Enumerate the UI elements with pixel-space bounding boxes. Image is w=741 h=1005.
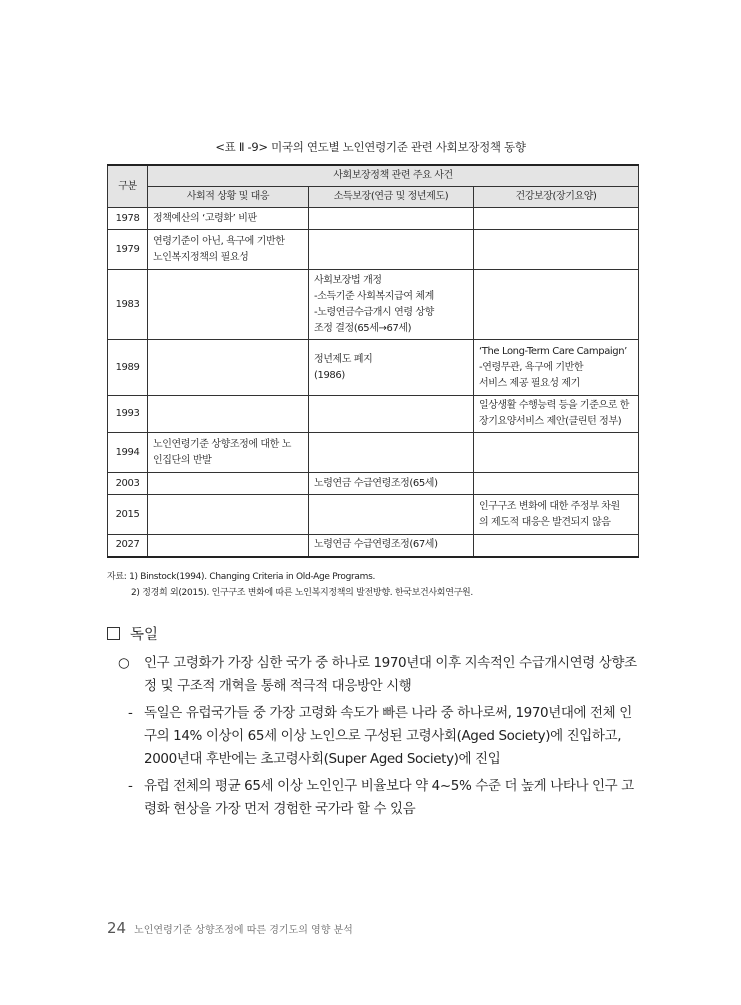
social-cell [148, 495, 309, 535]
income-cell [309, 433, 474, 473]
dash-marker: - [128, 705, 133, 721]
table-caption: <표 Ⅱ -9> 미국의 연도별 노인연령기준 관련 사회보장정책 동향 [215, 140, 526, 154]
square-bullet-icon [107, 627, 120, 640]
table-row [108, 433, 639, 473]
health-cell [474, 433, 639, 473]
page-footer [107, 919, 353, 937]
health-cell [474, 473, 639, 495]
year-cell: 2027 [108, 535, 148, 557]
year-cell: 1983 [108, 270, 148, 340]
year-cell: 1978 [108, 208, 148, 230]
dash-item-2 [128, 775, 638, 821]
social-cell: 연령기준이 아닌, 욕구에 기반한 노인복지정책의 필요성 [148, 230, 309, 270]
circle-bullet-item [118, 652, 638, 698]
income-cell [309, 230, 474, 270]
health-cell [474, 208, 639, 230]
income-cell: 정년제도 폐지 (1986) [309, 340, 474, 396]
social-cell [148, 270, 309, 340]
income-cell: 사회보장법 개정 -소득기준 사회복지급여 체계 -노령연금수급개시 연령 상향 조정 결정(65세→67세) [309, 270, 474, 340]
table-row [108, 230, 639, 270]
income-cell: 노령연금 수급연령조정(65세) [309, 473, 474, 495]
health-cell: ‘The Long-Term Care Campaign’ -연령무관, 욕구에 기반한 서비스 제공 필요성 제기 [474, 340, 639, 396]
header-health: 건강보장(장기요양) [474, 187, 639, 208]
source-line-2: 2) 정경희 외(2015). 인구구조 변화에 따른 노인복지정책의 발전방향. 한국보건사회연구원. [131, 588, 473, 598]
dash-text-2: 유럽 전체의 평균 65세 이상 노인인구 비율보다 약 4~5% 수준 더 높게 나타나 인구 고령화 현상을 가장 먼저 경험한 국가라 할 수 있음 [144, 778, 634, 817]
circle-bullet-icon: ○ [118, 655, 130, 671]
year-cell: 1994 [108, 433, 148, 473]
income-cell [309, 495, 474, 535]
table-row [108, 473, 639, 495]
page-number: 24 [107, 919, 127, 937]
source-line-1: 자료: 1) Binstock(1994). Changing Criteria in Old-Age Programs. [107, 572, 376, 582]
year-cell: 2003 [108, 473, 148, 495]
social-cell: 정책예산의 ‘고령화’ 비판 [148, 208, 309, 230]
table-row [108, 270, 639, 340]
year-cell: 1993 [108, 396, 148, 433]
policy-table [107, 164, 639, 558]
social-cell [148, 535, 309, 557]
social-cell [148, 340, 309, 396]
health-cell [474, 270, 639, 340]
income-cell [309, 208, 474, 230]
health-cell [474, 230, 639, 270]
header-gubun: 구분 [108, 165, 148, 208]
header-income: 소득보장(연금 및 정년제도) [309, 187, 474, 208]
header-social: 사회적 상황 및 대응 [148, 187, 309, 208]
health-cell: 인구구조 변화에 대한 주정부 차원 의 제도적 대응은 발견되지 않음 [474, 495, 639, 535]
table-row [108, 396, 639, 433]
dash-item-1 [128, 702, 638, 771]
year-cell: 2015 [108, 495, 148, 535]
dash-text-1: 독일은 유럽국가들 중 가장 고령화 속도가 빠른 나라 중 하나로써, 1970년대에 전체 인구의 14% 이상이 65세 이상 노인으로 구성된 고령사회(Aged Society)에 진입하고, 2000년대 후반에는 초고령사회(Super Aged Society)에 진입 [144, 705, 632, 767]
social-cell [148, 473, 309, 495]
table-row [108, 495, 639, 535]
health-cell: 일상생활 수행능력 등을 기준으로 한 장기요양서비스 제안(클린턴 정부) [474, 396, 639, 433]
footer-title: 노인연령기준 상향조정에 따른 경기도의 영향 분석 [134, 925, 353, 936]
health-cell [474, 535, 639, 557]
income-cell: 노령연금 수급연령조정(67세) [309, 535, 474, 557]
social-cell: 노인연령기준 상향조정에 대한 노 인집단의 반발 [148, 433, 309, 473]
section-heading [107, 623, 158, 644]
table-row [108, 340, 639, 396]
header-main: 사회보장정책 관련 주요 사건 [148, 165, 639, 187]
source-note [107, 569, 473, 601]
bullet-text: 인구 고령화가 가장 심한 국가 중 하나로 1970년대 이후 지속적인 수급개시연령 상향조정 및 구조적 개혁을 통해 적극적 대응방안 시행 [144, 655, 637, 694]
table-row [108, 535, 639, 557]
dash-marker: - [128, 778, 133, 794]
year-cell: 1989 [108, 340, 148, 396]
social-cell [148, 396, 309, 433]
income-cell [309, 396, 474, 433]
section-title: 독일 [130, 627, 159, 643]
table-row [108, 208, 639, 230]
year-cell: 1979 [108, 230, 148, 270]
